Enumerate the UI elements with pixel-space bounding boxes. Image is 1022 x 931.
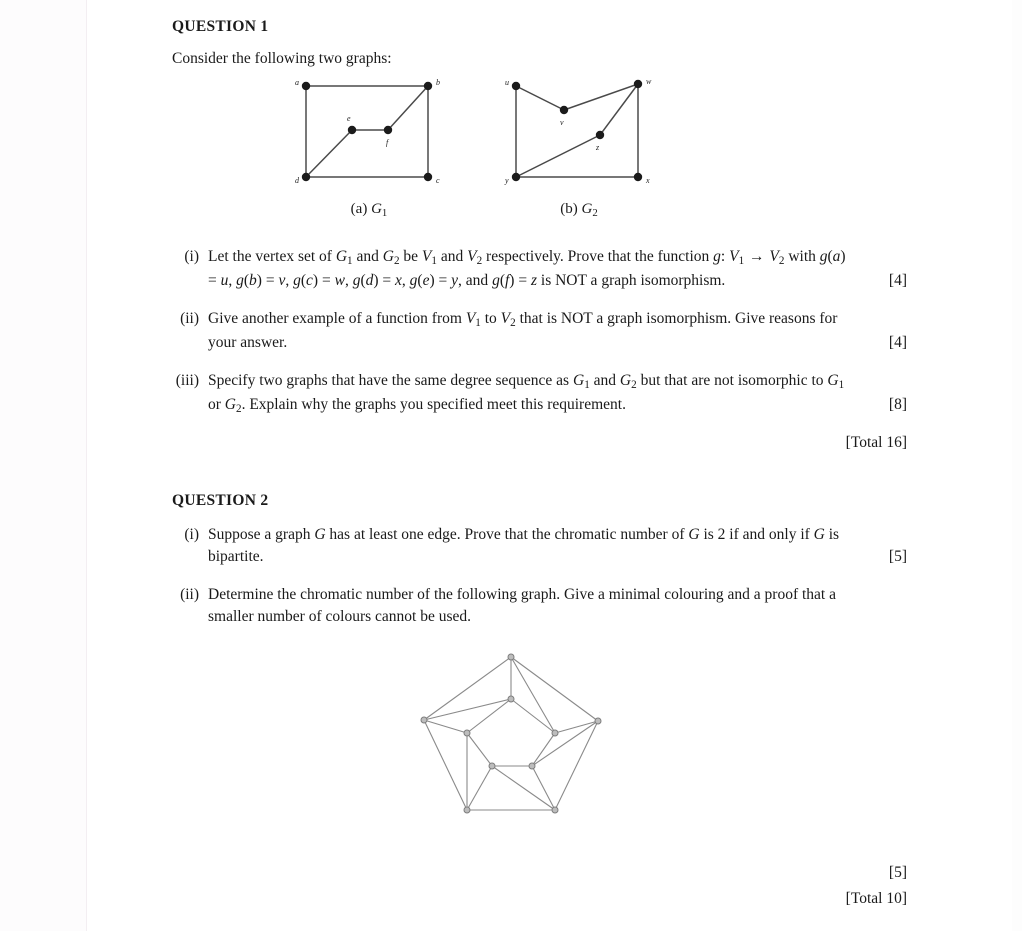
sym-sub2: 2 bbox=[631, 378, 637, 391]
figure-g2-caption-sub: 2 bbox=[592, 207, 598, 220]
sym-V: V bbox=[467, 248, 477, 265]
sym-lp: ( bbox=[827, 248, 833, 265]
sym-and: and bbox=[465, 271, 489, 289]
sym-V: V bbox=[729, 248, 739, 265]
sym-z: z bbox=[530, 271, 538, 289]
sym-g: g bbox=[713, 248, 721, 265]
sym-d: d bbox=[365, 271, 374, 289]
vertex-label-b: b bbox=[436, 78, 440, 87]
sym-colon: : bbox=[720, 248, 726, 265]
sym-eq: = bbox=[208, 271, 217, 289]
pentagon-vertex-i3 bbox=[529, 763, 535, 769]
sym-G: G bbox=[224, 395, 236, 413]
frag: Give reasons for your answer. bbox=[208, 309, 838, 351]
sym-w: w bbox=[334, 271, 345, 289]
sym-eq: = bbox=[518, 271, 528, 289]
sym-eq: = bbox=[265, 271, 275, 289]
pentagon-vertex-i1 bbox=[508, 696, 514, 702]
vertex-z bbox=[596, 131, 604, 139]
sym-sub1: 1 bbox=[584, 378, 590, 391]
item-body-ii bbox=[208, 308, 907, 354]
vertex-label-y: y bbox=[505, 176, 509, 185]
question-2-item-i bbox=[172, 524, 907, 568]
item-number-i: (i) bbox=[184, 248, 199, 265]
sym-rp: ) bbox=[312, 271, 319, 289]
pentagon-vertex-i4 bbox=[489, 763, 495, 769]
item-number-q2-i: (i) bbox=[184, 525, 199, 543]
sym-sub2: 2 bbox=[778, 255, 785, 268]
question-1-figures bbox=[172, 74, 852, 220]
frag: Let the vertex set of bbox=[208, 248, 332, 265]
vertex-y bbox=[512, 173, 520, 181]
sym-eq: = bbox=[321, 271, 331, 289]
sym-rp: ) bbox=[840, 248, 846, 265]
sym-G: G bbox=[813, 525, 825, 543]
vertex-label-a: a bbox=[295, 78, 299, 87]
item-body-q2-i bbox=[208, 524, 907, 568]
frag: Give another example of a function from bbox=[208, 309, 462, 327]
question-1-item-ii bbox=[172, 308, 907, 354]
frag: isomorphic to bbox=[737, 371, 824, 389]
item-text-iii bbox=[208, 370, 907, 418]
vertex-a bbox=[302, 82, 310, 90]
sym-v: v bbox=[278, 271, 286, 289]
vertex-v bbox=[560, 106, 568, 114]
sym-comma: , bbox=[228, 271, 233, 289]
frag: has at least one edge. Prove that the chromatic number of bbox=[329, 525, 685, 543]
frag: is bipartite. bbox=[208, 525, 840, 565]
question-2-tail bbox=[172, 863, 907, 908]
figure-g1-caption bbox=[276, 201, 462, 219]
marks-q1-iii: [8] bbox=[888, 395, 907, 413]
frag: and a proof that a smaller number of colours cannot be used. bbox=[208, 585, 836, 625]
sym-g: g bbox=[293, 271, 301, 289]
sym-e: e bbox=[422, 271, 430, 289]
figure-g1-caption-name: G bbox=[371, 201, 382, 217]
vertex-label-d: d bbox=[295, 176, 299, 185]
question-1-lead: Consider the following two graphs: bbox=[172, 50, 392, 67]
pentagon-vertex-o5 bbox=[421, 717, 427, 723]
sym-comma: , bbox=[401, 271, 406, 289]
question-2-item-ii bbox=[172, 584, 852, 628]
frag: Suppose a graph bbox=[208, 525, 311, 543]
sym-f: f bbox=[504, 271, 510, 289]
sym-g: g bbox=[236, 271, 244, 289]
vertex-label-w: w bbox=[646, 77, 652, 86]
sym-u: u bbox=[220, 271, 229, 289]
sym-comma: , bbox=[344, 271, 349, 289]
question-1-item-i bbox=[172, 246, 907, 292]
scan-edge-right bbox=[1012, 0, 1022, 931]
sym-x: x bbox=[395, 271, 402, 289]
vertex-f bbox=[384, 126, 392, 134]
figure-g1-caption-prefix: (a) bbox=[350, 201, 368, 217]
sym-G: G bbox=[382, 248, 394, 265]
marks-q2-i: [5] bbox=[888, 547, 907, 565]
document-content bbox=[172, 18, 907, 908]
pentagon-vertex-i2 bbox=[552, 730, 558, 736]
marks-q1-i: [4] bbox=[888, 271, 907, 289]
sym-G: G bbox=[314, 525, 326, 543]
sym-g: g bbox=[492, 271, 500, 289]
item-body-i bbox=[208, 246, 907, 292]
question-2-figure bbox=[172, 644, 852, 834]
question-1-heading: QUESTION 1 bbox=[172, 18, 269, 35]
sym-comma: , bbox=[458, 271, 462, 289]
vertex-u bbox=[512, 82, 520, 90]
pentagon-graph-svg bbox=[407, 644, 617, 826]
frag: NOT a graph isomorphism. bbox=[555, 271, 726, 289]
vertex-label-f: f bbox=[386, 138, 389, 147]
question-1-total: [Total 16] bbox=[845, 433, 907, 451]
question-2-total: [Total 10] bbox=[845, 889, 907, 907]
vertex-label-u: u bbox=[505, 78, 509, 87]
item-text-q2-i bbox=[208, 524, 907, 568]
graph-g1-svg bbox=[276, 74, 462, 192]
sym-sub2: 2 bbox=[236, 402, 242, 415]
sym-sub2: 2 bbox=[510, 317, 516, 330]
sym-G: G bbox=[827, 371, 839, 389]
item-number-ii: (ii) bbox=[180, 309, 199, 327]
sym-comma: , bbox=[285, 271, 290, 289]
vertex-c bbox=[424, 173, 432, 181]
sym-lp: ( bbox=[243, 271, 250, 289]
sym-lp: ( bbox=[499, 271, 505, 289]
vertex-b bbox=[424, 82, 432, 90]
sym-G: G bbox=[572, 371, 585, 389]
figure-g2-caption-name: G bbox=[581, 201, 593, 217]
sym-sub2: 2 bbox=[393, 255, 400, 268]
sym-sub1: 1 bbox=[347, 255, 353, 268]
sym-rp: ) bbox=[256, 271, 262, 289]
sym-g: g bbox=[819, 248, 828, 265]
vertex-w bbox=[634, 80, 642, 88]
frag: but that are not bbox=[640, 371, 734, 389]
frag: or bbox=[208, 395, 221, 413]
question-2-items bbox=[172, 524, 907, 628]
vertex-e bbox=[348, 126, 356, 134]
sym-g: g bbox=[409, 271, 418, 289]
sym-V: V bbox=[421, 248, 432, 265]
frag: and bbox=[356, 248, 379, 265]
item-text-q2-ii bbox=[208, 584, 852, 628]
frag: with bbox=[788, 248, 816, 265]
sym-g: g bbox=[352, 271, 361, 289]
sym-lp: ( bbox=[300, 271, 307, 289]
sym-lp: ( bbox=[360, 271, 366, 289]
sym-b: b bbox=[249, 271, 257, 289]
vertex-label-x: x bbox=[646, 176, 650, 185]
figure-g1 bbox=[276, 74, 462, 219]
figure-g2-caption-prefix: (b) bbox=[560, 201, 578, 217]
sym-V: V bbox=[500, 309, 511, 327]
figure-g2 bbox=[486, 74, 672, 219]
marks-q1-ii: [4] bbox=[888, 333, 907, 351]
sym-G: G bbox=[335, 248, 348, 265]
sym-y: y bbox=[451, 271, 459, 289]
pentagon-vertex-o1 bbox=[508, 654, 514, 660]
question-2-heading: QUESTION 2 bbox=[172, 491, 269, 509]
frag: to bbox=[484, 309, 497, 327]
item-number-iii: (iii) bbox=[175, 371, 199, 389]
frag: Determine the chromatic number of the following graph. Give a minimal colouring bbox=[208, 585, 724, 603]
sym-sub2: 2 bbox=[476, 255, 483, 268]
question-1-items bbox=[172, 246, 907, 452]
vertex-label-v: v bbox=[560, 118, 564, 127]
sym-V: V bbox=[769, 248, 779, 265]
sym-rp: ) bbox=[429, 271, 435, 289]
frag: respectively. Prove that the function bbox=[486, 248, 710, 265]
sym-sub1: 1 bbox=[475, 317, 481, 330]
sym-V: V bbox=[465, 309, 476, 327]
sym-sub1: 1 bbox=[838, 378, 845, 391]
vertex-label-z: z bbox=[596, 143, 600, 152]
vertex-label-c: c bbox=[436, 176, 440, 185]
vertex-d bbox=[302, 173, 310, 181]
item-body-q2-ii bbox=[208, 584, 852, 628]
pentagon-vertex-o4 bbox=[464, 807, 470, 813]
sym-sub1: 1 bbox=[738, 255, 745, 268]
sym-c: c bbox=[306, 271, 313, 289]
sym-eq: = bbox=[382, 271, 392, 289]
sym-eq: = bbox=[438, 271, 448, 289]
sym-G: G bbox=[619, 371, 632, 389]
frag: and bbox=[440, 248, 464, 265]
frag: and bbox=[593, 371, 617, 389]
arrow-icon: → bbox=[749, 248, 765, 265]
question-1-item-iii bbox=[172, 370, 907, 418]
frag: is bbox=[540, 271, 552, 289]
frag: is bbox=[703, 525, 714, 543]
pentagon-vertex-o3 bbox=[552, 807, 558, 813]
frag: be bbox=[403, 248, 419, 265]
item-text-ii bbox=[208, 308, 907, 354]
sym-rp: ) bbox=[509, 271, 515, 289]
sym-lp: ( bbox=[417, 271, 423, 289]
item-text-i bbox=[208, 246, 907, 292]
item-number-q2-ii: (ii) bbox=[180, 585, 199, 603]
sym-sub1: 1 bbox=[431, 255, 437, 268]
graph-g2-svg bbox=[486, 74, 672, 192]
sym-G: G bbox=[688, 525, 700, 543]
frag: 2 if and only if bbox=[717, 525, 810, 543]
sym-rp: ) bbox=[373, 271, 379, 289]
marks-q2-ii: [5] bbox=[888, 863, 907, 881]
item-body-iii bbox=[208, 370, 907, 418]
pentagon-vertex-i5 bbox=[464, 730, 470, 736]
pentagon-vertex-o2 bbox=[595, 718, 601, 724]
figure-g1-caption-sub: 1 bbox=[381, 207, 388, 220]
figure-g2-caption bbox=[486, 201, 672, 219]
frag: . Explain why the graphs you specified meet this requirement. bbox=[241, 395, 626, 413]
frag: that is NOT a graph isomorphism. bbox=[519, 309, 732, 327]
vertex-label-e: e bbox=[347, 114, 351, 123]
frag: Specify two graphs that have the same degree sequence as bbox=[208, 371, 570, 389]
sym-a: a bbox=[832, 248, 841, 265]
vertex-x bbox=[634, 173, 642, 181]
scan-edge-left bbox=[0, 0, 87, 931]
